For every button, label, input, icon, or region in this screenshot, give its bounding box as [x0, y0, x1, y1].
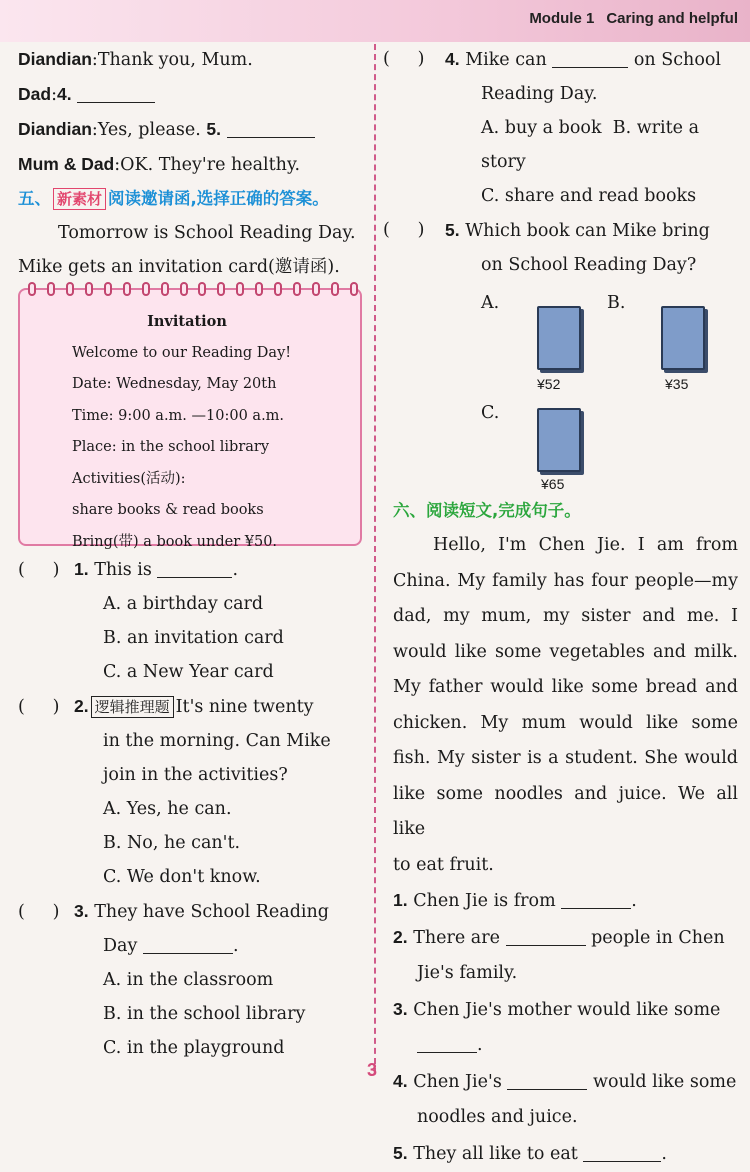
book-icon[interactable] [661, 306, 705, 370]
item-number: 1. [393, 890, 408, 910]
item-text: would like some [593, 1072, 736, 1092]
answer-blank[interactable] [506, 925, 586, 946]
blank-number: 4. [57, 84, 72, 104]
section-five-title [18, 182, 363, 216]
book-price: ¥35 [665, 376, 688, 392]
separator: : [51, 85, 57, 105]
question-number: 1. [74, 559, 89, 579]
question-number: 4. [445, 49, 460, 69]
item-text: . [631, 891, 637, 911]
answer-blank[interactable] [507, 1069, 587, 1090]
option[interactable]: A. Yes, he can. [18, 792, 363, 826]
column-divider [374, 44, 376, 1074]
module-header [529, 10, 738, 27]
section-six-title: 六、阅读短文,完成句子。 [393, 494, 738, 528]
completion-item [393, 1136, 738, 1172]
option[interactable]: C. in the playground [18, 1031, 363, 1065]
option[interactable]: A. in the classroom [18, 963, 363, 997]
passage-line: My father would like some bread and [393, 670, 738, 706]
separator: : [114, 155, 120, 175]
answer-bracket[interactable]: ( ) [18, 553, 74, 587]
book-icon[interactable] [537, 408, 581, 472]
dialog-line [18, 77, 363, 112]
question-number: 2. [74, 696, 89, 716]
intro-sentence: Tomorrow is School Reading Day. [18, 216, 363, 250]
answer-blank[interactable] [561, 888, 631, 909]
question-text: join in the activities? [18, 758, 363, 792]
speaker: Diandian [18, 119, 92, 139]
completion-item [393, 883, 738, 920]
book-options [393, 282, 738, 482]
page-number: 3 [367, 1060, 377, 1081]
section-instruction: 阅读邀请函,选择正确的答案。 [108, 189, 329, 208]
module-label: Module 1 [529, 10, 594, 27]
question-3: ( ) 3. They have School Reading Day . A. in the classroom B. in the school library C. in the playground [18, 894, 363, 1065]
passage-line: dad, my mum, my sister and me. I [393, 599, 738, 635]
question-4 [393, 42, 738, 213]
separator: : [92, 120, 98, 140]
dialog-text: OK. They're healthy. [120, 155, 300, 175]
speaker: Dad [18, 84, 51, 104]
invitation-line: Time: 9:00 a.m. —10:00 a.m. [72, 401, 302, 433]
item-text: . [477, 1035, 483, 1055]
dialog-line [18, 147, 363, 182]
passage-line: would like some vegetables and milk. [393, 635, 738, 671]
passage-line: Hello, I'm Chen Jie. I am from [393, 528, 738, 564]
option[interactable]: C. share and read books [393, 179, 738, 213]
new-material-tag: 新素材 [53, 188, 106, 210]
invitation-line: Activities(活动): [72, 464, 302, 496]
question-text: It's nine twenty [176, 697, 314, 717]
item-text: Chen Jie's [413, 1072, 502, 1092]
answer-blank[interactable] [77, 82, 155, 103]
book-icon[interactable] [537, 306, 581, 370]
option[interactable]: B. write a story [481, 118, 699, 172]
question-text: on School [634, 50, 721, 70]
passage-line: fish. My sister is a student. She would [393, 741, 738, 777]
logic-tag: 逻辑推理题 [91, 696, 174, 718]
invitation-line: Bring(带) a book under ¥50. [72, 527, 302, 559]
completion-item [393, 920, 738, 957]
item-number: 4. [393, 1071, 408, 1091]
option[interactable]: C. a New Year card [18, 655, 363, 689]
question-2 [18, 689, 363, 894]
book-option-label[interactable]: A. [481, 286, 499, 320]
question-text: This is [94, 560, 152, 580]
question-1: ( ) 1. This is . A. a birthday card B. an invitation card C. a New Year card [18, 552, 363, 689]
invitation-title: Invitation [72, 306, 302, 338]
module-title: Caring and helpful [606, 10, 738, 27]
item-number: 3. [393, 999, 408, 1019]
book-option-label[interactable]: B. [607, 286, 625, 320]
answer-bracket[interactable]: ( ) [18, 690, 74, 724]
dialog-text: Yes, please. [98, 120, 201, 140]
question-number: 5. [445, 220, 460, 240]
completion-item [393, 992, 738, 1029]
item-text: people in Chen [591, 928, 725, 948]
question-number: 3. [74, 901, 89, 921]
dialog-text: Thank you, Mum. [98, 50, 253, 70]
item-text: noodles and juice. [393, 1100, 738, 1136]
book-price: ¥52 [537, 376, 560, 392]
item-number: 5. [393, 1143, 408, 1163]
question-text: on School Reading Day? [393, 248, 738, 282]
blank-number: 5. [206, 119, 221, 139]
passage-line: China. My family has four people—my [393, 564, 738, 600]
answer-blank[interactable] [157, 557, 232, 578]
completion-item [393, 1064, 738, 1101]
item-text: . [661, 1144, 667, 1164]
dialog-line [18, 42, 363, 77]
answer-blank[interactable] [143, 933, 233, 954]
item-text: Jie's family. [393, 956, 738, 992]
answer-bracket[interactable]: ( ) [383, 213, 424, 247]
speaker: Mum & Dad [18, 154, 114, 174]
invitation-body [72, 306, 302, 558]
question-5 [393, 213, 738, 282]
question-text: in the morning. Can Mike [18, 724, 363, 758]
answer-blank[interactable] [417, 1032, 477, 1053]
option[interactable]: A. a birthday card [18, 587, 363, 621]
binder-rings [28, 282, 358, 296]
invitation-line: Place: in the school library [72, 432, 302, 464]
question-text: They have School Reading [94, 902, 329, 922]
invitation-card [18, 288, 362, 546]
left-column [18, 42, 363, 1065]
book-option-label[interactable]: C. [481, 396, 499, 430]
invitation-line: Date: Wednesday, May 20th [72, 369, 302, 401]
speaker: Diandian [18, 49, 92, 69]
question-text: Day [103, 936, 137, 956]
option[interactable]: B. No, he can't. [18, 826, 363, 860]
book-price: ¥65 [541, 476, 564, 492]
separator: : [92, 50, 98, 70]
option[interactable]: B. in the school library [18, 997, 363, 1031]
question-text: Mike can [465, 50, 547, 70]
item-text: Chen Jie is from [413, 891, 556, 911]
item-text: Chen Jie's mother would like some [413, 1000, 720, 1020]
reading-passage [393, 528, 738, 883]
invitation-line: share books & read books [72, 495, 302, 527]
answer-blank[interactable] [552, 47, 628, 68]
answer-bracket[interactable]: ( ) [18, 895, 74, 929]
passage-line: to eat fruit. [393, 848, 738, 884]
passage-line: chicken. My mum would like some [393, 706, 738, 742]
answer-blank[interactable] [583, 1141, 661, 1162]
item-text: There are [413, 928, 500, 948]
answer-bracket[interactable]: ( ) [383, 42, 424, 76]
invitation-line: Welcome to our Reading Day! [72, 338, 302, 370]
right-column [393, 42, 738, 1172]
item-number: 2. [393, 927, 408, 947]
answer-blank[interactable] [227, 117, 315, 138]
intro-sentence: Mike gets an invitation card(邀请函). [18, 250, 363, 284]
passage-line: like some noodles and juice. We all like [393, 777, 738, 848]
completion-items [393, 883, 738, 1172]
section-number: 五、 [18, 189, 51, 208]
question-text: Which book can Mike bring [465, 221, 710, 241]
question-text: Reading Day. [393, 77, 738, 111]
option[interactable]: C. We don't know. [18, 860, 363, 894]
item-text: They all like to eat [413, 1144, 578, 1164]
dialog-line [18, 112, 363, 147]
option[interactable]: A. buy a book [481, 118, 602, 138]
option[interactable]: B. an invitation card [18, 621, 363, 655]
